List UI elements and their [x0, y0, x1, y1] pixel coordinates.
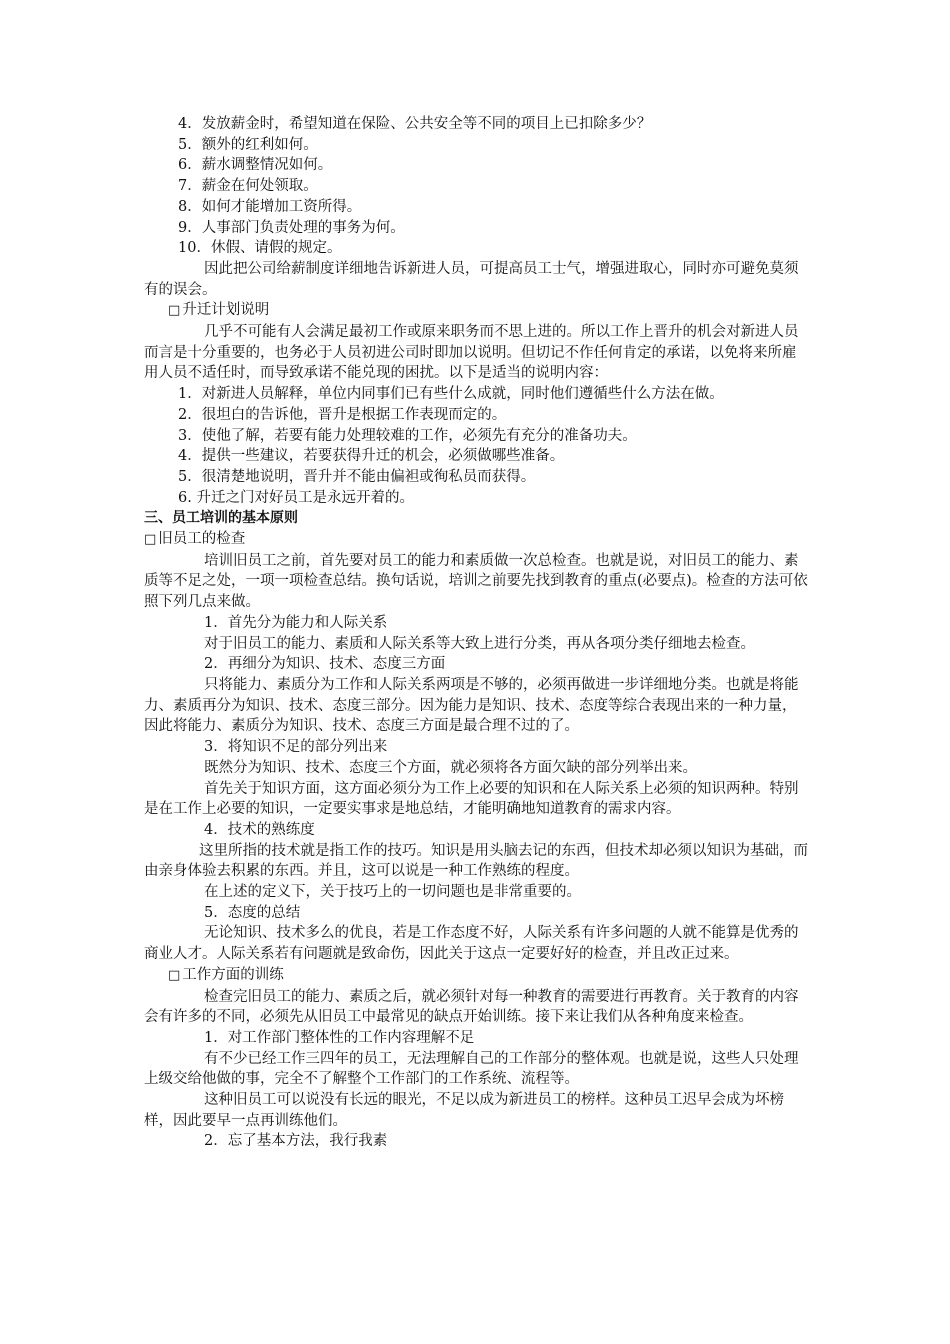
paragraph: 这里所指的技术就是指工作的技巧。知识是用头脑去记的东西，但技术却必须以知识为基础，而由亲身体验去积累的东西。并且，这可以说是一种工作熟练的程度。	[144, 842, 808, 880]
checkbox-square-icon: □	[168, 967, 181, 983]
paragraph: 首先关于知识方面，这方面必须分为工作上必要的知识和在人际关系上必须的知识两种。特别是在工作上必要的知识，一定要实事求是地总结，才能明确地知道教育的需求内容。	[144, 780, 799, 818]
numbered-subheading: 1．对工作部门整体性的工作内容理解不足	[204, 1029, 475, 1046]
salary-list-item: 5．额外的红利如何。	[178, 136, 318, 153]
salary-list-item: 7．薪金在何处领取。	[178, 178, 318, 195]
promotion-list-item: 5．很清楚地说明，晋升并不能由偏袒或徇私员而获得。	[178, 468, 536, 485]
promotion-list-item: 6. 升迁之门对好员工是永远开着的。	[178, 489, 414, 506]
paragraph: 培训旧员工之前，首先要对员工的能力和素质做一次总检查。也就是说，对旧员工的能力、素质等不足之处，一项一项检查总结。换句话说，培训之前要先找到教育的重点(必要点)。检查的方法可依照下列几点来做。	[144, 552, 808, 611]
document-body	[144, 114, 808, 1152]
numbered-subheading: 2．再细分为知识、技术、态度三方面	[204, 656, 446, 673]
section-heading-work-training	[144, 965, 808, 987]
section-title: 工作方面的训练	[182, 966, 284, 983]
salary-list-item: 4．发放薪金时，希望知道在保险、公共安全等不同的项目上已扣除多少？	[178, 116, 652, 132]
paragraph: 这种旧员工可以说没有长远的眼光，不足以成为新进员工的榜样。这种员工迟早会成为坏榜样，因此要早一点再训练他们。	[144, 1092, 784, 1129]
numbered-subheading: 1．首先分为能力和人际关系	[204, 614, 388, 631]
section-title: 升迁计划说明	[182, 302, 270, 319]
paragraph: 有不少已经工作三四年的员工，无法理解自己的工作部分的整体观。也就是说，这些人只处理上级交给他做的事，完全不了解整个工作部门的工作系统、流程等。	[144, 1050, 799, 1088]
promotion-list-item: 3．使他了解，若要有能力处理较难的工作，必须先有充分的准备功夫。	[178, 427, 637, 444]
numbered-subheading: 3．将知识不足的部分列出来	[204, 739, 388, 756]
checkbox-square-icon: □	[144, 532, 157, 548]
chapter-heading: 三、员工培训的基本原则	[144, 510, 298, 527]
numbered-subheading: 2．忘了基本方法，我行我素	[204, 1133, 388, 1150]
paragraph: 在上述的定义下，关于技巧上的一切问题也是非常重要的。	[204, 884, 581, 901]
numbered-subheading: 5．态度的总结	[204, 904, 301, 921]
promotion-list-item: 1．对新进人员解释，单位内同事们已有些什么成就，同时他们遵循些什么方法在做。	[178, 386, 724, 403]
checkbox-square-icon: □	[168, 303, 181, 319]
section-title: 旧员工的检查	[158, 531, 246, 548]
numbered-subheading: 4．技术的熟练度	[204, 821, 315, 838]
paragraph: 对于旧员工的能力、素质和人际关系等大致上进行分类，再从各项分类仔细地去检查。	[204, 635, 755, 652]
salary-list-item: 8．如何才能增加工资所得。	[178, 198, 362, 215]
salary-list-item: 9．人事部门负责处理的事务为何。	[178, 219, 405, 236]
section-heading-promotion	[144, 300, 808, 322]
paragraph: 只将能力、素质分为工作和人际关系两项是不够的，必须再做进一步详细地分类。也就是将能力、素质再分为知识、技术、态度三部分。因为能力是知识、技术、态度等综合表现出来的一种力量，因此将能力、素质分为知识、技术、态度三方面是最合理不过的了。	[144, 676, 799, 735]
salary-list-item: 6．薪水调整情况如何。	[178, 157, 333, 174]
salary-list-item: 10．休假、请假的规定。	[178, 240, 342, 257]
paragraph: 无论知识、技术多么的优良，若是工作态度不好，人际关系有许多问题的人就不能算是优秀的商业人才。人际关系若有问题就是致命伤，因此关于这点一定要好好的检查，并且改正过来。	[144, 925, 799, 963]
section-heading-old-staff-check	[144, 529, 808, 551]
promotion-list-item: 4．提供一些建议，若要获得升迁的机会，必须做哪些准备。	[178, 448, 565, 465]
promotion-list-item: 2．很坦白的告诉他，晋升是根据工作表现而定的。	[178, 406, 507, 423]
paragraph: 几乎不可能有人会满足最初工作或原来职务而不思上进的。所以工作上晋升的机会对新进人员而言是十分重要的，也务必于人员初进公司时即加以说明。但切记不作任何肯定的承诺，以免将来所雇用人员不适任时，而导致承诺不能兑现的困扰。以下是适当的说明内容：	[144, 324, 799, 382]
paragraph: 因此把公司给薪制度详细地告诉新进人员，可提高员工士气，增强进取心，同时亦可避免莫须有的误会。	[144, 260, 799, 298]
paragraph: 既然分为知识、技术、态度三个方面，就必须将各方面欠缺的部分列举出来。	[204, 759, 697, 776]
paragraph: 检查完旧员工的能力、素质之后，就必须针对每一种教育的需要进行再教育。关于教育的内容会有许多的不同，必须先从旧员工中最常见的缺点开始训练。接下来让我们从各种角度来检查。	[144, 988, 799, 1026]
